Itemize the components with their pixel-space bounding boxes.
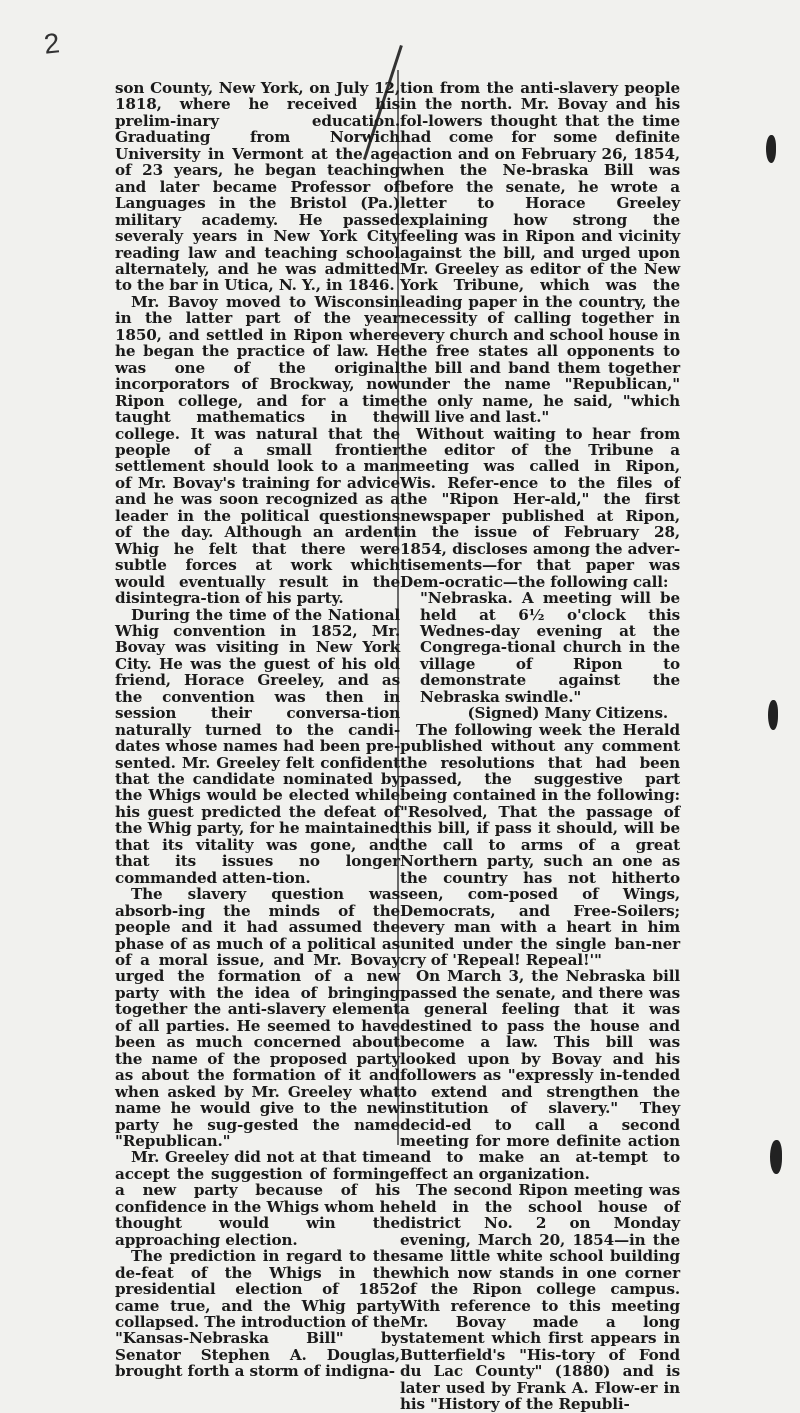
paragraph: During the time of the National Whig convention in 1852, Mr. Bovay was visiting in New York City. He was the guest of his old friend, Horace Greeley, and as the convention was then in session their conversa-tion naturally turned to the candi-dates whose names had been pre-sented. Mr. Greeley felt confident that the candidate nominated by the Whigs would be elected while his guest predicted the defeat of the Whig party, for he maintained that its vitality was gone, and that its issues no longer commanded atten-tion. <box>115 605 400 887</box>
paragraph: "Nebraska. A meeting will be held at 6½ o'clock this Wednes-day evening at the Congrega-tional church in the village of Ripon to demonstrate against the Nebraska swindle." <box>420 589 680 706</box>
paragraph: (Signed) Many Citizens. <box>467 704 668 723</box>
binding-mark-middle <box>768 700 778 730</box>
paragraph: The slavery question was absorb-ing the minds of the people and it had assumed the phase of as much of a political as of a moral issue, and Mr. Bovay urged the formation of a new party with the idea of bringing together the anti-slavery element of all parties. He seemed to have been as much concerned about the name of the proposed party as about the formation of it and when asked by Mr. Greeley what name he would give to the new party he sug-gested the name "Republican." <box>115 885 400 1150</box>
page-number: 2 <box>42 27 62 60</box>
binding-mark-bottom <box>770 1140 782 1174</box>
paragraph: son County, New York, on July 12, 1818, where he received his prelim-inary education. Graduating from Norwich University in Vermont at the age of 23 years, he began teaching and later became Professor of Languages in the Bristol (Pa.) military academy. He passed severaly years in New York City reading law and teaching school alternately, and he was admitted to the bar in Utica, N. Y., in 1846. <box>115 79 400 295</box>
paragraph: The second Ripon meeting was held in the school house of district No. 2 on Monday evening, March 20, 1854—in the same little white school building which now stands in one corner of the Ripon college campus. With reference to this meeting Mr. Bovay made a long statement which first appears in Butterfield's "His-tory of Fond du Lac County" (1880) and is later used by Frank A. Flow-er in his "History of the Republi- <box>400 1181 680 1413</box>
left-column <box>115 80 400 1380</box>
paragraph: The following week the Herald published without any comment the resolutions that had been passed, the suggestive part being contained in the following: "Resolved, That the passage of this bill, if pass it should, will be the call to arms of a great Northern party, such an one as the country has not hitherto seen, com-posed of Wings, Democrats, and Free-Soilers; every man with a heart in him united under the single ban-ner cry of 'Repeal! Repeal!'" <box>400 720 680 970</box>
paragraph: On March 3, the Nebraska bill passed the senate, and there was a general feeling that it was destined to pass the house and become a law. This bill was looked upon by Bovay and his followers as "expressly in-tended to extend and strengthen the institution of slavery." They decid-ed to call a second meeting for more definite action and to make an at-tempt to effect an organization. <box>400 967 680 1183</box>
paragraph: Without waiting to hear from the editor of the Tribune a meeting was called in Ripon, Wis. Refer-ence to the files of the "Ripon Her-ald," the first newspaper published at Ripon, in the issue of February 28, 1854, discloses among the adver-tisements—for that paper was Dem-ocratic—the following call: <box>400 424 680 591</box>
paragraph: tion from the anti-slavery people in the north. Mr. Bovay and his fol-lowers thought that the time had come for some definite action and on February 26, 1854, when the Ne-braska Bill was before the senate, he wrote a letter to Horace Greeley explaining how strong the feeling was in Ripon and vicinity against the bill, and urged upon Mr. Greeley as editor of the New York Tribune, which was the leading paper in the country, the necessity of calling together in every church and school house in the free states all opponents to the bill and band them together under the name "Republican," the only name, he said, "which will live and last." <box>400 79 680 427</box>
right-column <box>400 80 680 1413</box>
paragraph: Mr. Bavoy moved to Wisconsin in the latter part of the year 1850, and settled in Ripon where he began the practice of law. He was one of the original incorporators of Brockway, now Ripon college, and for a time taught mathematics in the college. It was natural that the people of a small frontier settlement should look to a man of Mr. Bovay's training for advice and he was soon recognized as a leader in the political questions of the day. Although an ardent Whig he felt that there were subtle forces at work which would eventually result in the disintegra-tion of his party. <box>115 292 400 608</box>
binding-mark-top <box>766 135 776 163</box>
paragraph: The prediction in regard to the de-feat of the Whigs in the presidential election of 1852 came true, and the Whig party collapsed. The introduction of the "Kansas-Nebraska Bill" by Senator Stephen A. Douglas, brought forth a storm of indigna- <box>115 1247 400 1381</box>
paragraph: Mr. Greeley did not at that time accept the suggestion of forming a new party because of his confidence in the Whigs whom he thought would win the approaching election. <box>115 1148 400 1249</box>
